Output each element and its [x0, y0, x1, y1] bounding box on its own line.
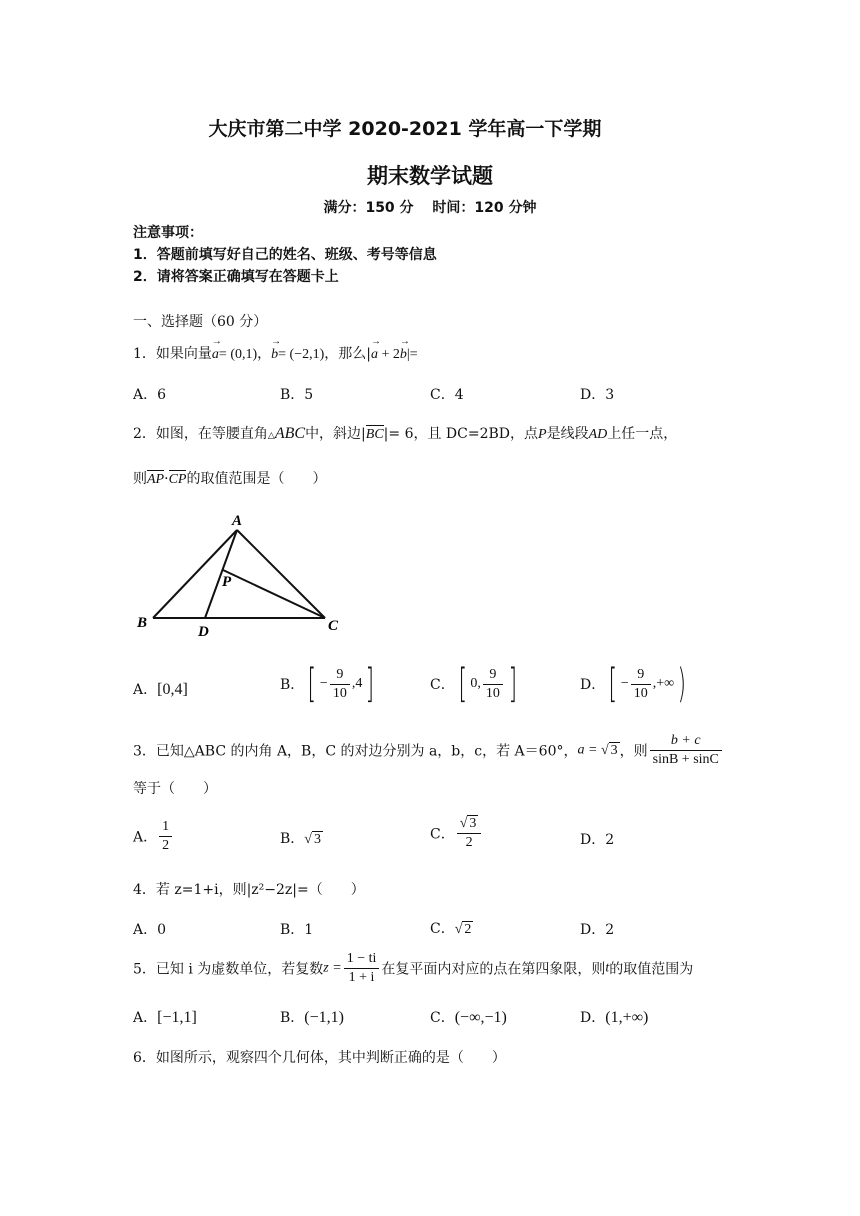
q2-text-e: 上任一点，: [607, 426, 678, 442]
q3-option-a: A． $\frac{1}{2}$: [133, 818, 174, 855]
section-title: 一、选择题（60 分）: [133, 314, 268, 330]
exam-title-line2: 期末数学试题: [367, 164, 493, 188]
score-time-info: 满分：150 分 时间：120 分钟: [323, 200, 537, 216]
exam-title-line1: 大庆市第二中学 2020-2021 学年高一下学期: [208, 118, 602, 140]
q3-option-b: B．√ 3: [280, 831, 321, 847]
notice-item-1: 1．答题前填写好自己的姓名、班级、考号等信息: [133, 247, 437, 263]
sqrt-3: √ 3: [600, 742, 618, 758]
q1-option-b: B．5: [280, 387, 314, 403]
q1-suffix: ，那么|: [324, 346, 371, 362]
q5-option-b: B．(−1,1): [280, 1009, 344, 1026]
vector-a-2: → a: [371, 347, 378, 363]
q3-option-c: C． $\frac{√ 3}{2}$: [430, 815, 483, 852]
q2-text-g: 的取值范围是（ ）: [186, 471, 327, 487]
q2-option-b: B．[ − $\frac{9}{10}$ ,4]: [280, 661, 375, 707]
q1-option-c: C．4: [430, 387, 464, 403]
q2-text-a: 2．如图，在等腰直角: [133, 426, 268, 442]
q5-option-a: A．[−1,1]: [133, 1009, 197, 1026]
vector-b-2: → b: [400, 347, 407, 363]
question-3-line1: 3．已知△ABC 的内角 A，B，C 的对边分别为 a，b，c，若 A＝60°，a = √ 3 ，则 $\frac{b + c}{\sin B + \sin C}$: [133, 732, 724, 769]
question-6: 6．如图所示，观察四个几何体，其中判断正确的是（ ）: [133, 1050, 506, 1066]
q2-ad: AD: [588, 427, 608, 442]
q2-text-f: 则: [133, 471, 147, 487]
q1-a-eq: = (0,1): [218, 347, 258, 362]
question-3-line2: 等于（ ）: [133, 781, 217, 797]
question-4: 4．若 z=1+i，则|z²−2z|=（ ）: [133, 882, 365, 898]
label-d: D: [198, 624, 209, 640]
q1-option-d: D．3: [580, 387, 615, 403]
q5-option-d: D．(1,+∞): [580, 1009, 649, 1026]
q2-option-c: C．[ 0, $\frac{9}{10}$ ]: [430, 661, 517, 707]
segment-pc: [223, 570, 325, 618]
q2-bc: BC: [365, 427, 384, 442]
q2-p: P: [538, 427, 547, 442]
label-a: A: [232, 513, 243, 529]
question-1: [133, 343, 418, 363]
vector-b: → b: [271, 347, 278, 363]
q1-end: |=: [406, 347, 418, 362]
q1-b-eq: = (−2,1): [278, 347, 325, 362]
q4-option-d: D．2: [580, 922, 615, 938]
q2-text-b: 中，斜边|: [305, 426, 366, 442]
q4-option-a: A．0: [133, 922, 167, 938]
q5-option-c: C．(−∞,−1): [430, 1009, 507, 1026]
label-p: P: [222, 574, 232, 590]
q3-option-d: D．2: [580, 832, 615, 848]
q2-dot: ·: [164, 471, 169, 487]
vector-a: → a: [212, 347, 219, 363]
q4-option-c: C．√ 2: [430, 921, 472, 937]
label-b: B: [137, 615, 148, 631]
question-2-line1: [133, 423, 677, 443]
q2-text-c: |= 6，且 DC=2BD，点: [383, 426, 539, 442]
edge-ac: [237, 530, 325, 618]
q2-option-a: A．[0,4]: [133, 681, 188, 698]
q2-option-d: D．[ − $\frac{9}{10}$ ,+∞): [580, 661, 687, 707]
q1-plus: + 2: [378, 347, 400, 362]
question-2-line2: [133, 468, 326, 488]
q2-abc: ABC: [274, 425, 306, 442]
notice-item-2: 2．请将答案正确填写在答题卡上: [133, 269, 339, 285]
question-5: 5．已知 i 为虚数单位，若复数z = $\frac{1 - ti}{1 + i}$ 在复平面内对应的点在第四象限，则t的取值范围为: [133, 951, 694, 985]
q5-fraction: $\frac{1 - ti}{1 + i}$: [344, 950, 380, 987]
q3-fraction: $\frac{b + c}{\sin B + \sin C}$: [650, 732, 722, 769]
q2-cp: CP: [168, 472, 187, 487]
triangle-figure: [130, 508, 350, 643]
notice-heading: 注意事项：: [133, 225, 203, 241]
q4-option-b: B．1: [280, 922, 314, 938]
q2-ap: AP: [147, 472, 165, 487]
q1-comma: ，: [257, 346, 272, 362]
q1-option-a: A．6: [133, 387, 167, 403]
triangle-symbol: △: [267, 431, 275, 441]
label-c: C: [328, 618, 339, 634]
q1-prefix: 1．如果向量: [133, 346, 212, 362]
q2-text-d: 是线段: [546, 426, 589, 442]
